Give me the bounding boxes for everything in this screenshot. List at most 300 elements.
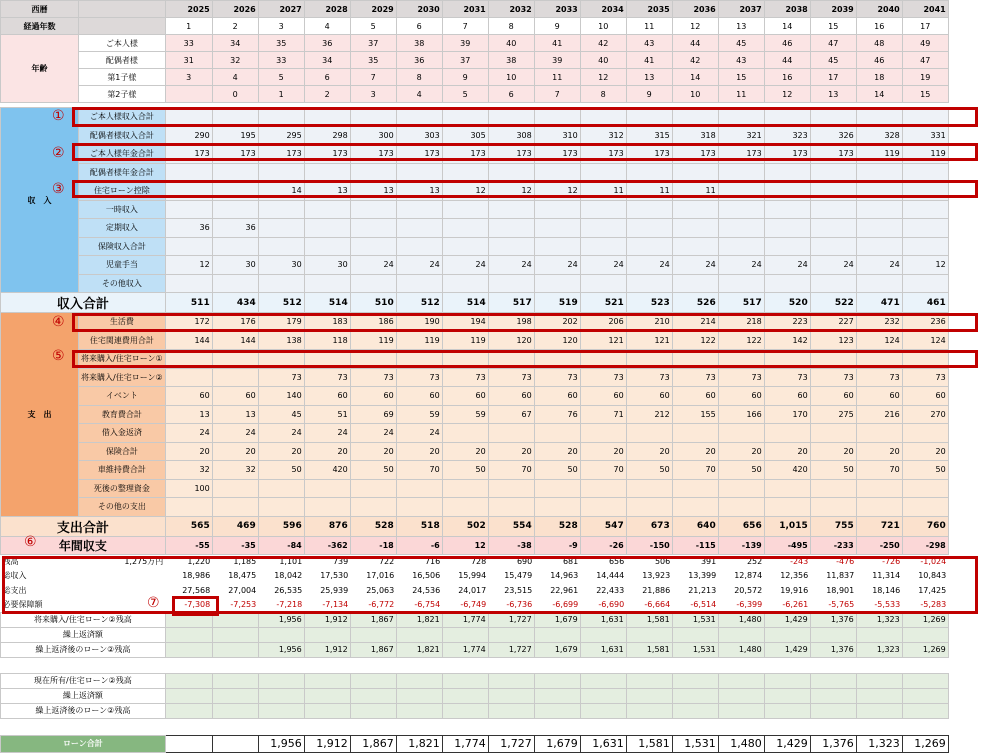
row-label[interactable]: 第2子様 — [79, 86, 166, 103]
value-cell[interactable]: 14 — [856, 86, 902, 103]
value-cell[interactable]: 15,994 — [442, 569, 488, 584]
value-cell[interactable] — [672, 163, 718, 182]
value-cell[interactable]: 24 — [764, 256, 810, 275]
value-cell[interactable]: 20 — [350, 442, 396, 461]
value-cell[interactable]: 1,679 — [534, 612, 580, 627]
value-cell[interactable]: 119 — [396, 331, 442, 350]
value-cell[interactable] — [580, 108, 626, 127]
value-cell[interactable]: 10 — [672, 86, 718, 103]
value-cell[interactable]: 20 — [488, 442, 534, 461]
value-cell[interactable]: 15,479 — [488, 569, 534, 584]
value-cell[interactable]: 24 — [442, 256, 488, 275]
value-cell[interactable] — [442, 200, 488, 219]
row-label[interactable]: ご本人様 — [79, 35, 166, 52]
value-cell[interactable] — [856, 237, 902, 256]
value-cell[interactable]: 173 — [764, 145, 810, 164]
value-cell[interactable] — [810, 200, 856, 219]
value-cell[interactable]: 60 — [442, 387, 488, 406]
value-cell[interactable]: 173 — [718, 145, 764, 164]
value-cell[interactable] — [165, 673, 212, 688]
value-cell[interactable] — [350, 108, 396, 127]
value-cell[interactable]: 12,356 — [764, 569, 810, 584]
value-cell[interactable]: 1,531 — [672, 612, 718, 627]
year-header[interactable]: 2025 — [165, 1, 212, 18]
value-cell[interactable] — [350, 163, 396, 182]
value-cell[interactable]: 1,185 — [212, 554, 258, 569]
value-cell[interactable]: 1,912 — [304, 642, 350, 657]
value-cell[interactable]: 24 — [488, 256, 534, 275]
value-cell[interactable]: 13 — [165, 405, 212, 424]
value-cell[interactable]: 24,536 — [396, 583, 442, 598]
value-cell[interactable]: 12 — [534, 182, 580, 201]
value-cell[interactable]: 1,727 — [488, 642, 534, 657]
value-cell[interactable]: 70 — [580, 461, 626, 480]
value-cell[interactable] — [580, 350, 626, 369]
elapsed-cell[interactable]: 6 — [396, 18, 442, 35]
value-cell[interactable]: 24 — [350, 256, 396, 275]
row-label[interactable]: 保険合計 — [79, 442, 166, 461]
value-cell[interactable]: 716 — [396, 554, 442, 569]
value-cell[interactable]: 514 — [442, 293, 488, 313]
value-cell[interactable]: 596 — [258, 516, 304, 536]
value-cell[interactable] — [442, 108, 488, 127]
value-cell[interactable] — [810, 479, 856, 498]
value-cell[interactable] — [442, 219, 488, 238]
balance-label[interactable]: 必要保障額 — [1, 598, 79, 613]
value-cell[interactable]: 3 — [165, 69, 212, 86]
value-cell[interactable]: 9 — [442, 69, 488, 86]
value-cell[interactable]: 47 — [902, 52, 948, 69]
value-cell[interactable] — [718, 424, 764, 443]
value-cell[interactable] — [258, 237, 304, 256]
value-cell[interactable]: -6,261 — [764, 598, 810, 613]
value-cell[interactable] — [212, 703, 258, 718]
value-cell[interactable]: 434 — [212, 293, 258, 313]
value-cell[interactable]: 391 — [672, 554, 718, 569]
value-cell[interactable]: 24,017 — [442, 583, 488, 598]
balance-label[interactable]: 総支出 — [1, 583, 79, 598]
value-cell[interactable]: 33 — [165, 35, 212, 52]
value-cell[interactable]: -243 — [764, 554, 810, 569]
value-cell[interactable]: -6,664 — [626, 598, 672, 613]
value-cell[interactable] — [764, 673, 810, 688]
value-cell[interactable] — [212, 627, 258, 642]
value-cell[interactable]: 1,821 — [396, 612, 442, 627]
value-cell[interactable]: 50 — [718, 461, 764, 480]
value-cell[interactable] — [165, 612, 212, 627]
value-cell[interactable] — [212, 673, 258, 688]
row-label[interactable]: 児童手当 — [79, 256, 166, 275]
value-cell[interactable]: 50 — [626, 461, 672, 480]
value-cell[interactable]: 517 — [718, 293, 764, 313]
value-cell[interactable]: 24 — [350, 424, 396, 443]
value-cell[interactable]: -6,754 — [396, 598, 442, 613]
value-cell[interactable]: 179 — [258, 313, 304, 332]
value-cell[interactable]: 24 — [304, 424, 350, 443]
value-cell[interactable]: 166 — [718, 405, 764, 424]
value-cell[interactable] — [488, 163, 534, 182]
value-cell[interactable]: 1,581 — [626, 612, 672, 627]
value-cell[interactable]: 44 — [764, 52, 810, 69]
value-cell[interactable]: 681 — [534, 554, 580, 569]
value-cell[interactable]: 12 — [902, 256, 948, 275]
value-cell[interactable] — [626, 200, 672, 219]
value-cell[interactable]: 1,581 — [626, 735, 672, 752]
value-cell[interactable]: -7,134 — [304, 598, 350, 613]
value-cell[interactable]: 14 — [672, 69, 718, 86]
value-cell[interactable]: -298 — [902, 536, 948, 554]
value-cell[interactable]: -139 — [718, 536, 764, 554]
value-cell[interactable]: 565 — [165, 516, 212, 536]
value-cell[interactable] — [764, 688, 810, 703]
year-header[interactable]: 2036 — [672, 1, 718, 18]
value-cell[interactable] — [764, 424, 810, 443]
value-cell[interactable] — [396, 219, 442, 238]
value-cell[interactable]: 73 — [350, 368, 396, 387]
value-cell[interactable] — [304, 163, 350, 182]
value-cell[interactable]: 73 — [718, 368, 764, 387]
value-cell[interactable]: 18,475 — [212, 569, 258, 584]
row-label[interactable]: ご本人様収入合計 — [79, 108, 166, 127]
value-cell[interactable] — [764, 350, 810, 369]
value-cell[interactable]: 1,429 — [764, 735, 810, 752]
value-cell[interactable]: 70 — [856, 461, 902, 480]
elapsed-cell[interactable]: 15 — [810, 18, 856, 35]
value-cell[interactable]: 173 — [350, 145, 396, 164]
value-cell[interactable] — [165, 182, 212, 201]
value-cell[interactable]: 173 — [488, 145, 534, 164]
value-cell[interactable]: 24 — [856, 256, 902, 275]
value-cell[interactable]: 18,146 — [856, 583, 902, 598]
value-cell[interactable]: -150 — [626, 536, 672, 554]
value-cell[interactable] — [488, 274, 534, 293]
value-cell[interactable]: 73 — [856, 368, 902, 387]
value-cell[interactable] — [396, 703, 442, 718]
value-cell[interactable]: -6,399 — [718, 598, 764, 613]
value-cell[interactable]: 518 — [396, 516, 442, 536]
elapsed-cell[interactable]: 14 — [764, 18, 810, 35]
value-cell[interactable] — [626, 350, 672, 369]
value-cell[interactable]: 60 — [856, 387, 902, 406]
value-cell[interactable]: 32 — [212, 461, 258, 480]
value-cell[interactable] — [442, 350, 488, 369]
balance-label[interactable]: 総収入 — [1, 569, 79, 584]
value-cell[interactable] — [856, 673, 902, 688]
value-cell[interactable]: 218 — [718, 313, 764, 332]
value-cell[interactable] — [165, 163, 212, 182]
value-cell[interactable]: 173 — [626, 145, 672, 164]
loan-label[interactable]: 現在所有/住宅ローン②残高 — [1, 673, 166, 688]
value-cell[interactable]: 420 — [304, 461, 350, 480]
value-cell[interactable] — [488, 200, 534, 219]
value-cell[interactable] — [488, 688, 534, 703]
value-cell[interactable]: 1,376 — [810, 642, 856, 657]
value-cell[interactable]: 20 — [856, 442, 902, 461]
value-cell[interactable]: 190 — [396, 313, 442, 332]
value-cell[interactable]: 144 — [165, 331, 212, 350]
value-cell[interactable]: 32 — [212, 52, 258, 69]
value-cell[interactable]: 24 — [165, 424, 212, 443]
value-cell[interactable]: 73 — [902, 368, 948, 387]
value-cell[interactable] — [442, 479, 488, 498]
value-cell[interactable] — [442, 498, 488, 517]
value-cell[interactable]: 1,429 — [764, 642, 810, 657]
value-cell[interactable] — [396, 498, 442, 517]
value-cell[interactable]: 547 — [580, 516, 626, 536]
value-cell[interactable] — [810, 350, 856, 369]
value-cell[interactable]: 20 — [672, 442, 718, 461]
value-cell[interactable]: 690 — [488, 554, 534, 569]
value-cell[interactable]: -476 — [810, 554, 856, 569]
value-cell[interactable]: 7 — [350, 69, 396, 86]
value-cell[interactable]: -6,514 — [672, 598, 718, 613]
value-cell[interactable]: 30 — [212, 256, 258, 275]
value-cell[interactable] — [304, 108, 350, 127]
value-cell[interactable]: 12 — [488, 182, 534, 201]
value-cell[interactable]: 223 — [764, 313, 810, 332]
value-cell[interactable] — [810, 163, 856, 182]
value-cell[interactable] — [396, 627, 442, 642]
value-cell[interactable]: 73 — [442, 368, 488, 387]
value-cell[interactable] — [626, 163, 672, 182]
value-cell[interactable]: 1,867 — [350, 642, 396, 657]
year-header[interactable]: 2039 — [810, 1, 856, 18]
value-cell[interactable] — [258, 703, 304, 718]
row-label[interactable]: 車維持費合計 — [79, 461, 166, 480]
value-cell[interactable]: 300 — [350, 126, 396, 145]
elapsed-cell[interactable]: 9 — [534, 18, 580, 35]
value-cell[interactable]: 12,874 — [718, 569, 764, 584]
value-cell[interactable]: 173 — [165, 145, 212, 164]
value-cell[interactable] — [304, 498, 350, 517]
value-cell[interactable]: 24 — [810, 256, 856, 275]
value-cell[interactable]: 214 — [672, 313, 718, 332]
value-cell[interactable]: 512 — [396, 293, 442, 313]
net-income-label[interactable]: 年間収支 — [1, 536, 166, 554]
row-label[interactable]: 生活費 — [79, 313, 166, 332]
value-cell[interactable] — [718, 237, 764, 256]
value-cell[interactable]: 298 — [304, 126, 350, 145]
value-cell[interactable] — [580, 498, 626, 517]
value-cell[interactable] — [672, 350, 718, 369]
value-cell[interactable]: 124 — [902, 331, 948, 350]
value-cell[interactable]: 876 — [304, 516, 350, 536]
value-cell[interactable]: 13 — [810, 86, 856, 103]
value-cell[interactable]: 461 — [902, 293, 948, 313]
value-cell[interactable]: 5 — [442, 86, 488, 103]
value-cell[interactable] — [212, 163, 258, 182]
value-cell[interactable]: 120 — [488, 331, 534, 350]
value-cell[interactable]: 22,961 — [534, 583, 580, 598]
value-cell[interactable]: -84 — [258, 536, 304, 554]
value-cell[interactable] — [165, 642, 212, 657]
value-cell[interactable]: 42 — [672, 52, 718, 69]
value-cell[interactable] — [856, 703, 902, 718]
value-cell[interactable] — [350, 350, 396, 369]
value-cell[interactable]: 20 — [718, 442, 764, 461]
value-cell[interactable]: 1,912 — [304, 735, 350, 752]
value-cell[interactable]: 11 — [718, 86, 764, 103]
value-cell[interactable]: 11 — [672, 182, 718, 201]
value-cell[interactable]: 312 — [580, 126, 626, 145]
value-cell[interactable]: 739 — [304, 554, 350, 569]
value-cell[interactable]: 11 — [534, 69, 580, 86]
value-cell[interactable]: 140 — [258, 387, 304, 406]
value-cell[interactable] — [856, 182, 902, 201]
value-cell[interactable] — [902, 237, 948, 256]
year-header[interactable]: 2040 — [856, 1, 902, 18]
value-cell[interactable] — [580, 274, 626, 293]
value-cell[interactable]: 73 — [304, 368, 350, 387]
value-cell[interactable] — [764, 627, 810, 642]
value-cell[interactable]: 14,963 — [534, 569, 580, 584]
value-cell[interactable] — [626, 673, 672, 688]
year-header[interactable]: 2030 — [396, 1, 442, 18]
value-cell[interactable] — [396, 479, 442, 498]
value-cell[interactable] — [902, 498, 948, 517]
value-cell[interactable]: 308 — [488, 126, 534, 145]
value-cell[interactable] — [488, 673, 534, 688]
value-cell[interactable]: 142 — [764, 331, 810, 350]
value-cell[interactable]: 36 — [304, 35, 350, 52]
value-cell[interactable]: -35 — [212, 536, 258, 554]
elapsed-cell[interactable]: 7 — [442, 18, 488, 35]
value-cell[interactable] — [856, 163, 902, 182]
value-cell[interactable]: 24 — [626, 256, 672, 275]
value-cell[interactable]: -1,024 — [902, 554, 948, 569]
value-cell[interactable] — [442, 703, 488, 718]
value-cell[interactable]: 721 — [856, 516, 902, 536]
value-cell[interactable]: 1,774 — [442, 642, 488, 657]
value-cell[interactable]: 506 — [626, 554, 672, 569]
elapsed-cell[interactable]: 2 — [212, 18, 258, 35]
value-cell[interactable]: 24 — [396, 424, 442, 443]
row-label[interactable]: 将来購入/住宅ローン① — [79, 350, 166, 369]
value-cell[interactable]: 210 — [626, 313, 672, 332]
value-cell[interactable] — [764, 163, 810, 182]
value-cell[interactable]: 0 — [212, 86, 258, 103]
elapsed-cell[interactable]: 4 — [304, 18, 350, 35]
value-cell[interactable]: 19 — [902, 69, 948, 86]
spacer[interactable] — [1, 657, 949, 673]
value-cell[interactable] — [580, 479, 626, 498]
value-cell[interactable]: 46 — [764, 35, 810, 52]
value-cell[interactable] — [902, 163, 948, 182]
value-cell[interactable]: 640 — [672, 516, 718, 536]
value-cell[interactable]: 202 — [534, 313, 580, 332]
value-cell[interactable]: 673 — [626, 516, 672, 536]
value-cell[interactable] — [718, 627, 764, 642]
value-cell[interactable] — [350, 673, 396, 688]
value-cell[interactable] — [212, 498, 258, 517]
value-cell[interactable]: 3 — [350, 86, 396, 103]
balance-initial[interactable] — [79, 569, 166, 584]
row-label[interactable]: 住宅ローン控除 — [79, 182, 166, 201]
value-cell[interactable]: 120 — [534, 331, 580, 350]
value-cell[interactable] — [810, 627, 856, 642]
value-cell[interactable]: -5,533 — [856, 598, 902, 613]
value-cell[interactable]: -6,690 — [580, 598, 626, 613]
value-cell[interactable]: 1,101 — [258, 554, 304, 569]
value-cell[interactable]: 50 — [350, 461, 396, 480]
value-cell[interactable] — [902, 350, 948, 369]
value-cell[interactable] — [350, 498, 396, 517]
value-cell[interactable] — [304, 274, 350, 293]
value-cell[interactable] — [626, 424, 672, 443]
value-cell[interactable]: 232 — [856, 313, 902, 332]
value-cell[interactable]: -250 — [856, 536, 902, 554]
value-cell[interactable]: 1,531 — [672, 735, 718, 752]
value-cell[interactable]: 49 — [902, 35, 948, 52]
value-cell[interactable] — [212, 688, 258, 703]
value-cell[interactable]: 50 — [810, 461, 856, 480]
value-cell[interactable]: 48 — [856, 35, 902, 52]
value-cell[interactable]: 20 — [902, 442, 948, 461]
value-cell[interactable]: 212 — [626, 405, 672, 424]
value-cell[interactable] — [856, 108, 902, 127]
value-cell[interactable] — [396, 163, 442, 182]
value-cell[interactable] — [442, 673, 488, 688]
value-cell[interactable] — [810, 498, 856, 517]
value-cell[interactable]: 310 — [534, 126, 580, 145]
value-cell[interactable] — [672, 703, 718, 718]
value-cell[interactable]: 76 — [534, 405, 580, 424]
value-cell[interactable] — [258, 627, 304, 642]
value-cell[interactable] — [304, 673, 350, 688]
value-cell[interactable]: 24 — [258, 424, 304, 443]
value-cell[interactable]: 119 — [350, 331, 396, 350]
value-cell[interactable]: 60 — [350, 387, 396, 406]
value-cell[interactable]: 172 — [165, 313, 212, 332]
value-cell[interactable]: -362 — [304, 536, 350, 554]
value-cell[interactable]: 50 — [442, 461, 488, 480]
value-cell[interactable] — [718, 688, 764, 703]
value-cell[interactable]: 20 — [212, 442, 258, 461]
value-cell[interactable]: 236 — [902, 313, 948, 332]
year-header[interactable]: 2029 — [350, 1, 396, 18]
value-cell[interactable] — [718, 200, 764, 219]
elapsed-cell[interactable]: 16 — [856, 18, 902, 35]
value-cell[interactable] — [350, 703, 396, 718]
value-cell[interactable] — [304, 237, 350, 256]
value-cell[interactable] — [580, 424, 626, 443]
value-cell[interactable]: 526 — [672, 293, 718, 313]
value-cell[interactable] — [856, 350, 902, 369]
value-cell[interactable] — [718, 274, 764, 293]
value-cell[interactable]: 328 — [856, 126, 902, 145]
year-header[interactable]: 2033 — [534, 1, 580, 18]
value-cell[interactable]: -6 — [396, 536, 442, 554]
value-cell[interactable]: 36 — [165, 219, 212, 238]
value-cell[interactable]: 303 — [396, 126, 442, 145]
value-cell[interactable]: 36 — [396, 52, 442, 69]
value-cell[interactable] — [580, 200, 626, 219]
value-cell[interactable]: -38 — [488, 536, 534, 554]
value-cell[interactable]: 14,444 — [580, 569, 626, 584]
value-cell[interactable] — [165, 498, 212, 517]
value-cell[interactable]: 122 — [718, 331, 764, 350]
value-cell[interactable]: 20 — [165, 442, 212, 461]
row-label[interactable]: その他の支出 — [79, 498, 166, 517]
value-cell[interactable] — [902, 424, 948, 443]
value-cell[interactable]: 11,314 — [856, 569, 902, 584]
value-cell[interactable] — [626, 479, 672, 498]
value-cell[interactable]: -5,283 — [902, 598, 948, 613]
value-cell[interactable] — [258, 673, 304, 688]
value-cell[interactable]: 323 — [764, 126, 810, 145]
value-cell[interactable]: 1,679 — [534, 642, 580, 657]
value-cell[interactable] — [488, 108, 534, 127]
